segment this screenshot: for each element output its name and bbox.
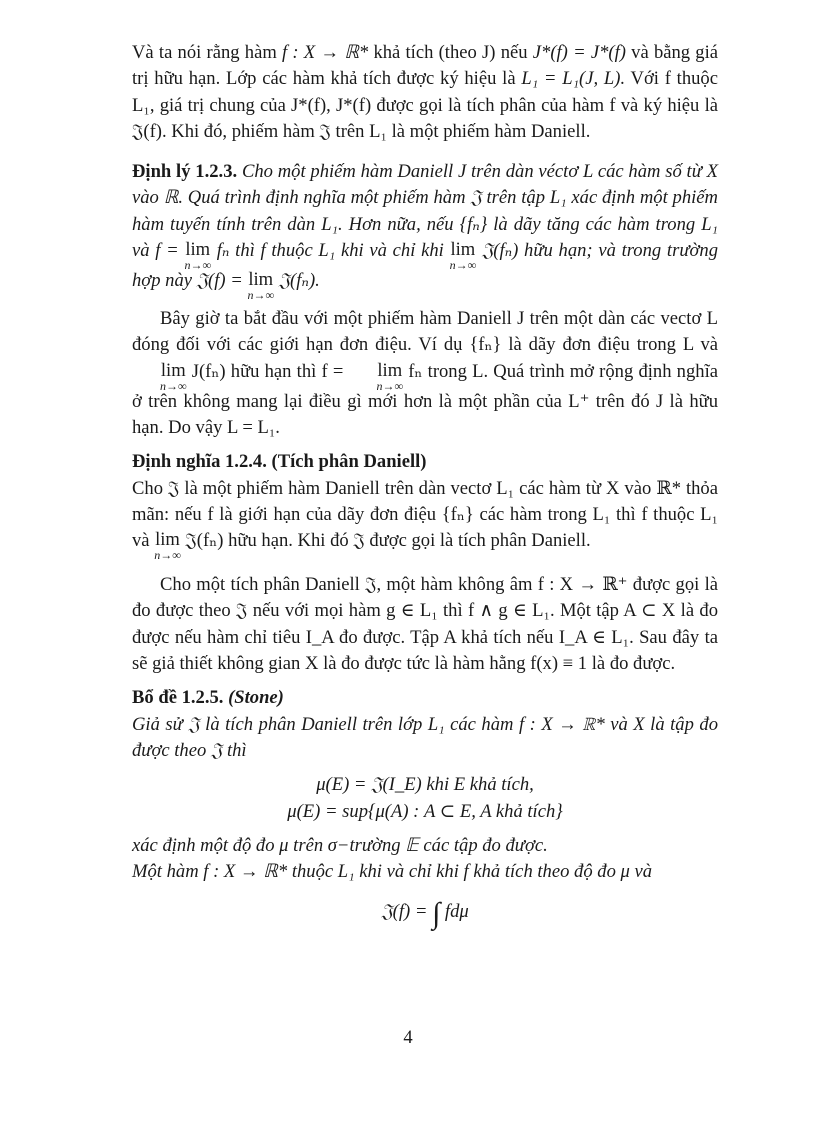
theorem-text-b: fₙ thì f thuộc L₁ khi và chỉ khi xyxy=(211,240,450,262)
para2-text-b: J(fₙ) hữu hạn thì f = xyxy=(186,360,349,382)
eq3-right: fdμ xyxy=(440,901,469,923)
limit-symbol: lim xyxy=(450,239,476,261)
eq3-left: 𝔍(f) = xyxy=(381,901,433,923)
limit-symbol: lim xyxy=(377,359,403,381)
limit-symbol: lim xyxy=(185,239,211,261)
theorem-text-c: 𝔍(fₙ) hữu hạn; và trong trường hợp này 𝔍(f) = xyxy=(132,240,718,292)
limit-symbol: lim xyxy=(160,359,186,381)
paragraph-3 xyxy=(132,572,718,677)
theorem-text-a: Cho một phiếm hàm Daniell J trên dàn véctơ L các hàm số từ X vào ℝ. Quá trình định nghĩa một phiếm hàm 𝔍 trên tập L₁ xác định một phiếm hàm tuyến tính trên dàn L₁. Hơn nữa, nếu {fₙ} là dãy tăng các hàm trong L₁ và f = xyxy=(132,161,718,262)
intro-condition: J*(f) = J*(f) xyxy=(532,42,626,63)
limit-symbol: lim xyxy=(248,269,274,291)
lemma-name: (Stone) xyxy=(228,687,284,709)
limit-operator xyxy=(184,241,211,271)
lemma-1-2-5 xyxy=(132,685,718,931)
para3-text: Cho một tích phân Daniell 𝔍, một hàm không âm f : X → ℝ⁺ được gọi là đo được theo 𝔍 nếu với mọi hàm g ∈ L₁ thì f ∧ g ∈ L₁. Một tập A ⊂ X là đo được nếu hàm chỉ tiêu I_A đo được. Tập A khả tích nếu I_A ∈ L₁. Sau đây ta sẽ giả thiết không gian X là đo được tức là hàm hằng f(x) ≡ 1 là đo được. xyxy=(132,574,718,675)
limit-operator xyxy=(154,531,181,561)
definition-text-a: Cho 𝔍 là một phiếm hàm Daniell trên dàn vectơ L₁ các hàm từ X vào ℝ* thỏa mãn: nếu f là giới hạn của dãy đơn điệu {fₙ} các hàm trong L₁ thì f thuộc L₁ và xyxy=(132,477,718,552)
limit-operator xyxy=(349,359,404,393)
intro-text-b: khả tích (theo J) nếu xyxy=(373,42,533,63)
limit-subscript: n→∞ xyxy=(449,258,477,273)
definition-label: Định nghĩa 1.2.4. (Tích phân Daniell) xyxy=(132,451,427,473)
limit-operator xyxy=(132,359,187,393)
lemma-text-c: Một hàm f : X → ℝ* thuộc L₁ khi và chỉ khi f khả tích theo độ đo μ và xyxy=(132,861,653,883)
limit-operator xyxy=(247,271,274,301)
limit-subscript: n→∞ xyxy=(160,378,187,393)
para2-text-a: Bây giờ ta bắt đầu với một phiếm hàm Daniell J trên một dàn các vectơ L đóng đối với các giới hạn đơn điệu. Ví dụ {fₙ} là dãy đơn điệu trong L và xyxy=(132,308,718,356)
lemma-text-b: xác định một độ đo μ trên σ−trường 𝔼 các tập đo được. xyxy=(132,834,548,856)
limit-symbol: lim xyxy=(155,529,180,551)
limit-subscript: n→∞ xyxy=(184,258,211,273)
integral-sign: ∫ xyxy=(432,897,441,931)
theorem-text-d: 𝔍(fₙ). xyxy=(274,270,320,292)
limit-subscript: n→∞ xyxy=(154,548,181,563)
limit-subscript: n→∞ xyxy=(247,288,275,303)
intro-paragraph xyxy=(132,40,718,145)
para2-text-c: fₙ trong L. Quá trình mở rộng định nghĩa ở trên không mang lại điều gì mới hơn là một phần của L⁺ trên đó J là hữu hạn. Do vậy L = L₁. xyxy=(132,360,718,438)
lemma-label: Bổ đề 1.2.5. xyxy=(132,687,224,709)
intro-text-c: và bằng giá trị hữu hạn. Lớp các hàm khả tích được ký hiệu là xyxy=(132,42,719,90)
theorem-1-2-3 xyxy=(132,159,718,303)
lemma-text-a: Giả sử 𝔍 là tích phân Daniell trên lớp L₁ các hàm f : X → ℝ* và X là tập đo được theo 𝔍 thì xyxy=(132,713,718,761)
limit-subscript: n→∞ xyxy=(376,378,404,393)
intro-function-map: f : X → ℝ* xyxy=(282,42,374,63)
theorem-label: Định lý 1.2.3. xyxy=(132,161,238,183)
intro-text-a: Và ta nói rằng hàm xyxy=(132,42,283,63)
page-body xyxy=(132,40,719,931)
lemma-equation-3 xyxy=(132,897,718,931)
intro-l1-definition: L₁ = L₁(J, L). xyxy=(521,68,626,90)
definition-text-b: 𝔍(fₙ) hữu hạn. Khi đó 𝔍 được gọi là tích phân Daniell. xyxy=(180,530,591,552)
definition-1-2-4 xyxy=(132,449,718,563)
lemma-equation-1: μ(E) = 𝔍(I_E) khi E khả tích, xyxy=(316,774,534,796)
lemma-equation-2: μ(E) = sup{μ(A) : A ⊂ E, A khả tích} xyxy=(287,800,563,822)
intro-text-d: Với f thuộc L₁, giá trị chung của J*(f), J*(f) được gọi là tích phân của hàm f và ký hiệu là 𝔍(f). Khi đó, phiếm hàm 𝔍 trên L₁ là một phiếm hàm Daniell. xyxy=(132,68,718,142)
page-number: 4 xyxy=(403,1027,413,1048)
paragraph-2 xyxy=(132,306,718,441)
limit-operator xyxy=(450,241,477,271)
